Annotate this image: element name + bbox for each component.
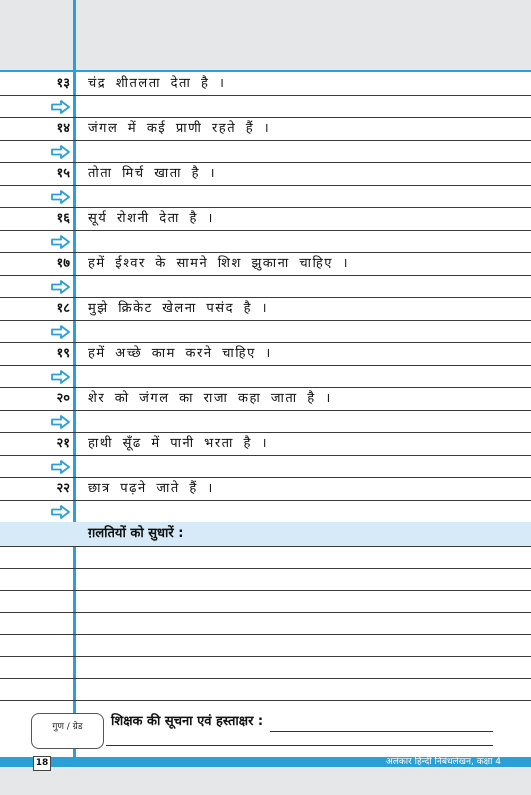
row-line [0,477,531,478]
correction-title: ग़लतियों को सुधारें : [88,526,184,541]
signature-line[interactable] [106,745,493,746]
row-number: १९ [56,346,70,361]
row-number: १३ [56,76,70,91]
signature-line[interactable] [270,731,493,732]
row-line [0,162,531,163]
correction-line[interactable] [0,612,531,613]
row-line [0,387,531,388]
answer-line[interactable] [76,186,531,206]
row-sentence: छात्र पढ़ने जाते हैं । [88,481,214,496]
correction-line[interactable] [0,590,531,591]
right-arrow-icon [51,324,71,338]
correction-header [0,522,531,546]
row-sentence: सूर्य रोशनी देता है । [88,211,214,226]
right-arrow-icon [51,369,71,383]
row-number: १५ [56,166,70,181]
row-sentence: हमें अच्छे काम करने चाहिए । [88,346,272,361]
correction-line[interactable] [0,700,531,701]
correction-line[interactable] [0,678,531,679]
row-number: २० [56,391,70,406]
answer-line[interactable] [76,501,531,521]
right-arrow-icon [51,144,71,158]
row-line [0,342,531,343]
row-number: २१ [56,436,70,451]
row-sentence: हमें ईश्वर के सामने शिश झुकाना चाहिए । [88,256,350,271]
row-number: २२ [56,481,70,496]
row-number: १६ [56,211,70,226]
correction-line[interactable] [0,568,531,569]
right-arrow-icon [51,459,71,473]
row-line [0,117,531,118]
correction-line[interactable] [0,546,531,547]
answer-line[interactable] [76,456,531,476]
answer-line[interactable] [76,366,531,386]
right-arrow-icon [51,414,71,428]
answer-line[interactable] [76,96,531,116]
answer-line[interactable] [76,231,531,251]
row-sentence: शेर को जंगल का राजा कहा जाता है । [88,391,332,406]
grade-box: गुण / ग्रेड [31,713,104,749]
row-sentence: हाथी सूँढ में पानी भरता है । [88,436,269,451]
row-number: १८ [56,301,70,316]
row-sentence: मुझे क्रिकेट खेलना पसंद है । [88,301,269,316]
row-sentence: जंगल में कई प्राणी रहते हैं । [88,121,271,136]
teacher-signature-label: शिक्षक की सूचना एवं हस्ताक्षर : [111,714,264,729]
page-number: 18 [33,756,51,771]
row-line [0,207,531,208]
row-sentence: चंद्र शीतलता देता है । [88,76,226,91]
header-line [0,70,531,72]
right-arrow-icon [51,234,71,248]
row-number: १४ [56,121,70,136]
right-arrow-icon [51,279,71,293]
row-number: १७ [56,256,70,271]
row-sentence: तोता मिर्च खाता है । [88,166,217,181]
header-band [0,0,531,70]
correction-line[interactable] [0,634,531,635]
answer-line[interactable] [76,321,531,341]
right-arrow-icon [51,504,71,518]
correction-line[interactable] [0,656,531,657]
answer-line[interactable] [76,141,531,161]
right-arrow-icon [51,189,71,203]
answer-line[interactable] [76,411,531,431]
row-line [0,432,531,433]
bottom-band [0,767,531,795]
book-title: अलंकार हिन्दी निबंधलेखन, कक्षा 4 [385,757,501,767]
right-arrow-icon [51,99,71,113]
answer-line[interactable] [76,276,531,296]
row-line [0,252,531,253]
row-line [0,297,531,298]
